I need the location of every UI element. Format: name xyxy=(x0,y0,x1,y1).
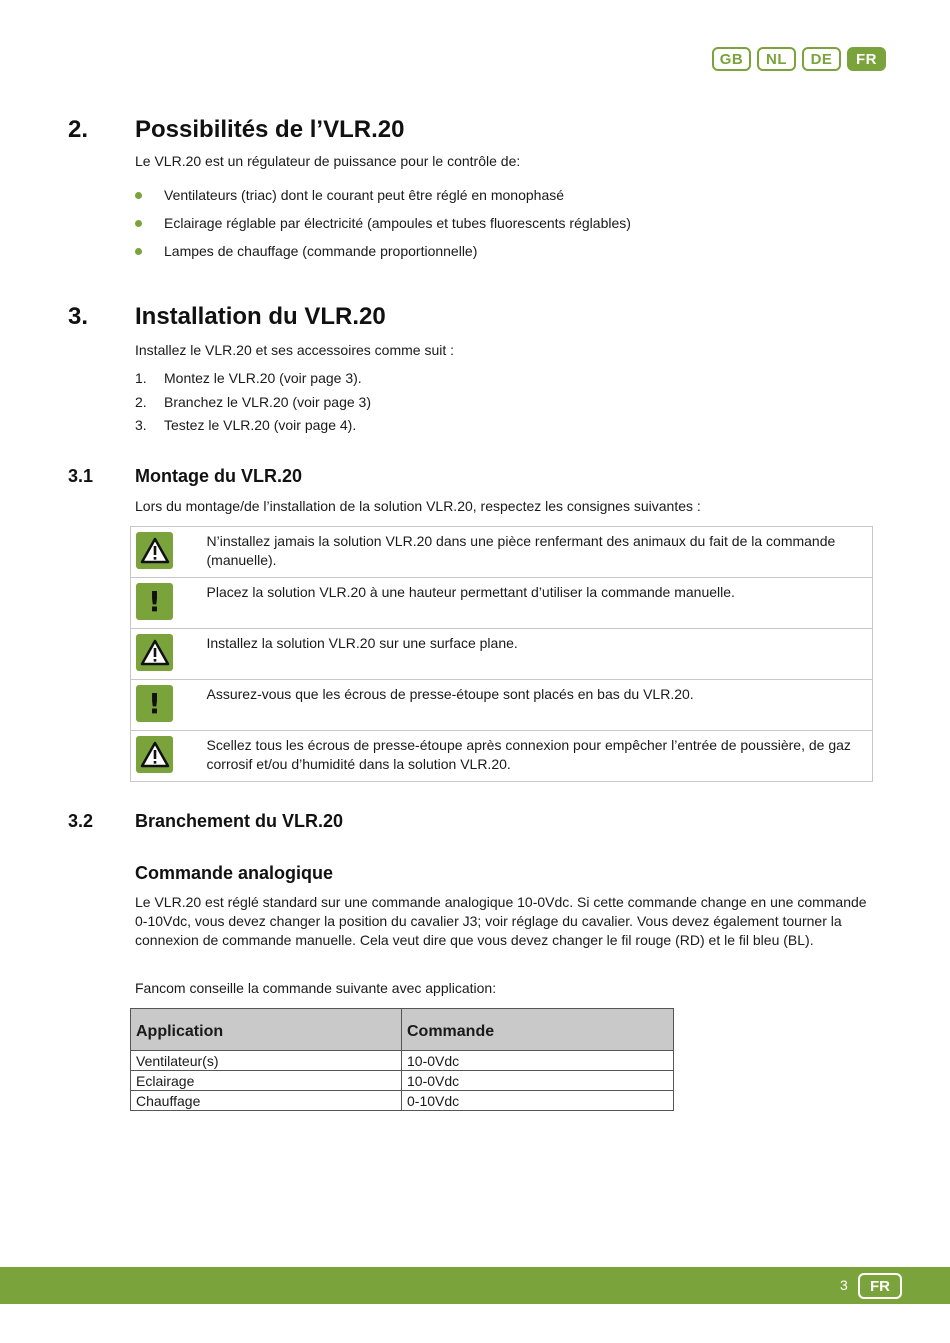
section-title: Possibilités de l’VLR.20 xyxy=(135,116,405,143)
section-number: 3.2 xyxy=(68,811,94,831)
bullet-icon xyxy=(135,192,142,199)
table-row xyxy=(131,731,873,782)
warning-triangle-icon xyxy=(136,532,173,569)
section-title: Branchement du VLR.20 xyxy=(135,811,344,831)
instruction-text: N’installez jamais la solution VLR.20 dans une pièce renfermant des animaux du fait de la commande (manuelle). xyxy=(189,527,873,578)
table-row xyxy=(131,578,873,629)
table-cell: Chauffage xyxy=(131,1091,402,1111)
instruction-text: Assurez-vous que les écrous de presse-étoupe sont placés en bas du VLR.20. xyxy=(189,680,873,731)
section-title: Installation du VLR.20 xyxy=(135,303,386,330)
list-item: 2. Branchez le VLR.20 (voir page 3) xyxy=(135,394,371,410)
lang-tab-de[interactable]: DE xyxy=(802,47,841,71)
table-row xyxy=(131,680,873,731)
instruction-text: Scellez tous les écrous de presse-étoupe après connexion pour empêcher l’entrée de poussière, de gaz corrosif et/ou d’humidité dans la solution VLR.20. xyxy=(189,731,873,782)
exclamation-icon: ! xyxy=(136,685,173,722)
table-row xyxy=(131,629,873,680)
warning-triangle-icon xyxy=(136,736,173,773)
table-header-row xyxy=(131,1009,674,1051)
column-header: Application xyxy=(131,1009,402,1051)
footer-lang-badge: FR xyxy=(858,1273,902,1299)
safety-instructions-table xyxy=(130,526,873,782)
lang-tab-nl[interactable]: NL xyxy=(757,47,796,71)
table-cell: 0-10Vdc xyxy=(402,1091,674,1111)
list-item: Ventilateurs (triac) dont le courant peut être réglé en monophasé xyxy=(135,187,564,203)
exclamation-icon: ! xyxy=(136,583,173,620)
footer-bar xyxy=(0,1267,950,1304)
section-3-2-paragraph: Le VLR.20 est réglé standard sur une commande analogique 10-0Vdc. Si cette commande change en une commande 0-10Vdc, vous devez changer la position du cavalier J3; voir réglage du cavalier. Vous devez également tourner la connexion de commande manuelle. Cela veut dire que vous devez changer le fil rouge (RD) et le fil bleu (BL). xyxy=(135,894,867,948)
table-row xyxy=(131,1071,674,1091)
section-title: Montage du VLR.20 xyxy=(135,466,303,486)
list-item: Lampes de chauffage (commande proportionnelle) xyxy=(135,243,477,259)
lang-tab-fr[interactable]: FR xyxy=(847,47,886,71)
lang-tab-gb[interactable]: GB xyxy=(712,47,751,71)
bullet-icon xyxy=(135,220,142,227)
section-3-intro: Installez le VLR.20 et ses accessoires comme suit : xyxy=(135,342,455,358)
section-2-intro: Le VLR.20 est un régulateur de puissance pour le contrôle de: xyxy=(135,153,521,169)
table-row xyxy=(131,527,873,578)
list-item: Eclairage réglable par électricité (ampoules et tubes fluorescents réglables) xyxy=(135,215,631,231)
section-number: 3.1 xyxy=(68,466,94,486)
section-3-1-intro: Lors du montage/de l’installation de la solution VLR.20, respectez les consignes suivantes : xyxy=(135,498,701,514)
bullet-icon xyxy=(135,248,142,255)
subheading: Commande analogique xyxy=(135,863,334,883)
command-table xyxy=(130,1008,674,1111)
section-3-2-paragraph-2: Fancom conseille la commande suivante avec application: xyxy=(135,980,497,996)
section-number: 2. xyxy=(68,116,89,143)
list-item: 3. Testez le VLR.20 (voir page 4). xyxy=(135,417,357,433)
warning-triangle-icon xyxy=(136,634,173,671)
section-number: 3. xyxy=(68,303,89,330)
instruction-text: Placez la solution VLR.20 à une hauteur permettant d’utiliser la commande manuelle. xyxy=(189,578,873,629)
list-item: 1. Montez le VLR.20 (voir page 3). xyxy=(135,370,362,386)
table-row xyxy=(131,1091,674,1111)
instruction-text: Installez la solution VLR.20 sur une surface plane. xyxy=(189,629,873,680)
table-cell: Eclairage xyxy=(131,1071,402,1091)
table-cell: 10-0Vdc xyxy=(402,1051,674,1071)
column-header: Commande xyxy=(402,1009,674,1051)
page-number: 3 xyxy=(840,1277,848,1293)
table-cell: Ventilateur(s) xyxy=(131,1051,402,1071)
table-cell: 10-0Vdc xyxy=(402,1071,674,1091)
language-tabs xyxy=(712,47,886,71)
table-row xyxy=(131,1051,674,1071)
